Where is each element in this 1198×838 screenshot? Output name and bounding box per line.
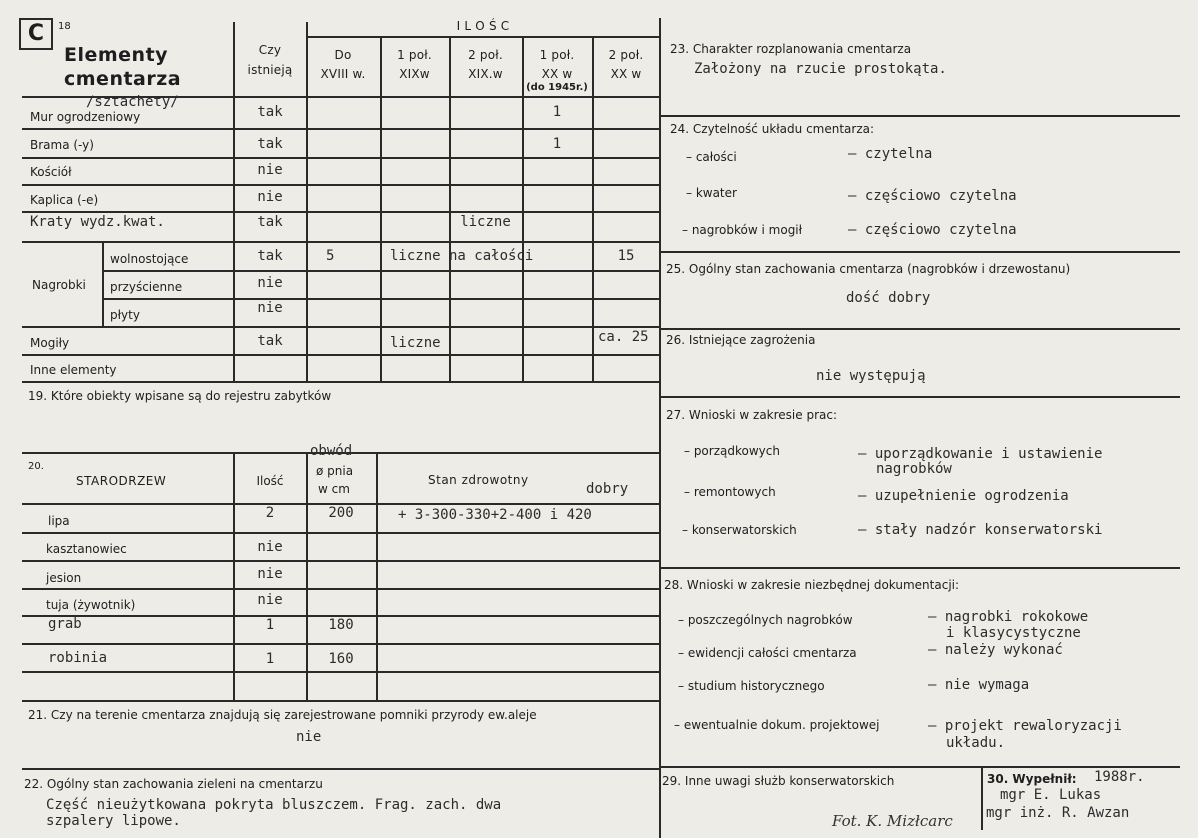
period-1-l2: XVIII w. — [320, 67, 366, 81]
s27-item-label: – konserwatorskich — [682, 523, 797, 537]
period-5-l1: 2 poł. — [608, 48, 644, 62]
s28-item-value-1: – należy wykonać — [928, 642, 1063, 658]
rule — [22, 560, 660, 562]
center-divider — [659, 18, 661, 838]
nagrobki-label: Nagrobki — [32, 278, 86, 292]
period-1-l1: Do — [334, 48, 352, 62]
s26-answer: nie występują — [816, 368, 926, 384]
tree-count: nie — [257, 566, 283, 582]
s30-label: 30. Wypełnił: — [987, 772, 1077, 786]
s28-item-value-2: układu. — [946, 735, 1006, 751]
s20-col-name: STARODRZEW — [76, 474, 167, 488]
rule — [660, 328, 1180, 330]
s30-date: 1988r. — [1094, 769, 1145, 785]
form-letter-box: C — [19, 18, 53, 50]
row-q1: 5 — [326, 248, 335, 264]
tree-girth: 200 — [328, 505, 354, 521]
rule — [22, 184, 660, 186]
s27-item-value-1: – uporządkowanie i ustawienie — [858, 446, 1103, 462]
s30-person-2: mgr inż. R. Awzan — [986, 805, 1130, 821]
tree-name: robinia — [48, 650, 108, 666]
tree-name: tuja (żywotnik) — [46, 598, 136, 612]
s20-number: 20. — [28, 461, 44, 472]
s23-question: 23. Charakter rozplanowania cmentarza — [670, 42, 912, 56]
period-3-l1: 2 poł. — [468, 48, 503, 62]
s25-question: 25. Ogólny stan zachowania cmentarza (nagrobków i drzewostanu) — [666, 262, 1071, 276]
s21-answer: nie — [296, 729, 322, 745]
tree-count: nie — [257, 539, 283, 555]
s26-question: 26. Istniejące zagrożenia — [666, 333, 816, 347]
row-label: Brama (-y) — [30, 138, 94, 152]
s24-item-label: – nagrobków i mogił — [682, 223, 803, 237]
tree-girth: 180 — [328, 617, 354, 633]
row-label: wolnostojące — [110, 252, 189, 266]
rule — [981, 766, 983, 830]
row-label: Mur ogrodzeniowy — [30, 110, 141, 124]
tree-name: kasztanowiec — [46, 542, 127, 556]
rule — [22, 354, 660, 356]
rule — [660, 766, 1180, 768]
rule — [660, 567, 1180, 569]
rule — [22, 588, 660, 590]
s27-item-value-2: nagrobków — [876, 461, 952, 477]
rule — [376, 452, 378, 700]
period-3-l2: XIX.w — [468, 67, 503, 81]
s27-item-label: – remontowych — [684, 485, 776, 499]
row-exists: nie — [257, 189, 283, 205]
row-label: Kraty wydz.kwat. — [30, 214, 165, 230]
period-4-l2: XX w — [541, 67, 573, 81]
rule — [102, 241, 104, 326]
s28-question: 28. Wnioski w zakresie niezbędnej dokumentacji: — [664, 578, 960, 592]
s27-item-label: – porządkowych — [684, 444, 780, 458]
s20-col-girth-3: w cm — [318, 482, 350, 496]
s23-answer: Założony na rzucie prostokąta. — [694, 61, 947, 77]
s28-item-value-1: – nie wymaga — [928, 677, 1030, 693]
row-exists: tak — [257, 136, 283, 152]
rule — [22, 671, 660, 673]
row-label: płyty — [110, 308, 140, 322]
row-q2: liczne na całości — [390, 248, 534, 264]
s24-item-value: – częściowo czytelna — [848, 188, 1017, 204]
section-number: 18 — [58, 21, 71, 32]
s24-item-value: – czytelna — [848, 146, 933, 162]
rule — [660, 251, 1180, 253]
rule — [22, 643, 660, 645]
s19-question: 19. Które obiekty wpisane są do rejestru zabytków — [28, 389, 332, 403]
rule — [306, 36, 660, 38]
s28-item-value-1: – nagrobki rokokowe — [928, 609, 1089, 625]
tree-count: 1 — [265, 651, 275, 667]
s27-question: 27. Wnioski w zakresie prac: — [666, 408, 838, 422]
row-exists: nie — [257, 300, 283, 316]
row-q2: liczne — [390, 335, 441, 351]
s20-col-count: Ilość — [256, 474, 284, 488]
row-label: Inne elementy — [30, 363, 117, 377]
col-exists-2: istnieją — [247, 63, 293, 77]
period-2-l1: 1 poł. — [397, 48, 432, 62]
tree-name: grab — [48, 616, 82, 632]
row-exists: tak — [257, 333, 283, 349]
rule — [22, 326, 660, 328]
s28-item-value-1: – projekt rewaloryzacji — [928, 718, 1122, 734]
s24-item-label: – kwater — [686, 186, 737, 200]
elements-title-1: Elementy — [64, 44, 169, 66]
col-exists-1: Czy — [258, 43, 282, 57]
period-4-l3: (do 1945r.) — [526, 82, 588, 93]
row-exists: nie — [257, 275, 283, 291]
rule — [592, 36, 594, 382]
s22-answer-1: Część nieużytkowana pokryta bluszczem. Frag. zach. dwa — [46, 797, 502, 813]
s28-item-label: – ewidencji całości cmentarza — [678, 646, 857, 660]
rule — [660, 396, 1180, 398]
s29-question: 29. Inne uwagi służb konserwatorskich — [662, 774, 895, 788]
tree-girth: 160 — [328, 651, 354, 667]
s28-item-label: – studium historycznego — [678, 679, 825, 693]
s22-answer-2: szpalery lipowe. — [46, 813, 181, 829]
s22-question: 22. Ogólny stan zachowania zieleni na cmentarzu — [24, 777, 323, 791]
s25-answer: dość dobry — [846, 290, 931, 306]
row-q5: 15 — [617, 248, 635, 264]
rule — [22, 128, 660, 130]
rule — [22, 768, 660, 770]
row-q5: ca. 25 — [598, 329, 649, 345]
photo-credit-signature: Fot. K. Mizłcarc — [832, 812, 953, 830]
row-q3: liczne — [460, 214, 511, 230]
period-2-l2: XIXw — [399, 67, 430, 81]
tree-health: + 3-300-330+2-400 i 420 — [398, 507, 592, 523]
rule — [660, 115, 1180, 117]
s20-col-health: Stan zdrowotny — [428, 473, 529, 487]
row-exists: nie — [257, 162, 283, 178]
s28-item-value-2: i klasycystyczne — [946, 625, 1081, 641]
s28-item-label: – ewentualnie dokum. projektowej — [674, 718, 880, 732]
rule — [22, 157, 660, 159]
s24-item-value: – częściowo czytelna — [848, 222, 1017, 238]
rule — [22, 381, 660, 383]
rule — [449, 36, 451, 382]
s20-col-girth-1: obwód — [310, 443, 353, 459]
row-label: Kaplica (-e) — [30, 193, 99, 207]
period-5-l2: XX w — [610, 67, 642, 81]
row-exists: tak — [257, 104, 283, 120]
rule — [380, 36, 382, 382]
tree-count: nie — [257, 592, 283, 608]
row-label: przyścienne — [110, 280, 183, 294]
row-label: Kościół — [30, 165, 72, 179]
tree-count: 2 — [265, 505, 275, 521]
s24-item-label: – całości — [686, 150, 737, 164]
s20-col-girth-2: ø pnia — [316, 464, 354, 478]
row-label: Mogiły — [30, 336, 70, 350]
s27-item-value-1: – stały nadzór konserwatorski — [858, 522, 1103, 538]
row-exists: tak — [257, 248, 283, 264]
rule — [22, 241, 660, 243]
s28-item-label: – poszczególnych nagrobków — [678, 613, 853, 627]
s24-question: 24. Czytelność układu cmentarza: — [670, 122, 875, 136]
row-q4: 1 — [552, 136, 562, 152]
period-4-l1: 1 poł. — [539, 48, 575, 62]
s20-health-value: dobry — [586, 481, 629, 497]
row-note: /sztachety/ — [86, 94, 179, 110]
tree-name: lipa — [48, 514, 70, 528]
tree-count: 1 — [265, 617, 275, 633]
col-quantity: I L O Ś C — [456, 19, 510, 33]
rule — [22, 700, 660, 702]
row-q4: 1 — [552, 104, 562, 120]
elements-title-2: cmentarza — [64, 68, 182, 90]
rule — [22, 532, 660, 534]
row-exists: tak — [257, 214, 283, 230]
rule — [22, 211, 660, 213]
s30-person-1: mgr E. Lukas — [1000, 787, 1102, 803]
tree-name: jesion — [46, 571, 82, 585]
s27-item-value-1: – uzupełnienie ogrodzenia — [858, 488, 1069, 504]
s21-question: 21. Czy na terenie cmentarza znajdują się zarejestrowane pomniki przyrody ew.aleje — [28, 708, 537, 722]
